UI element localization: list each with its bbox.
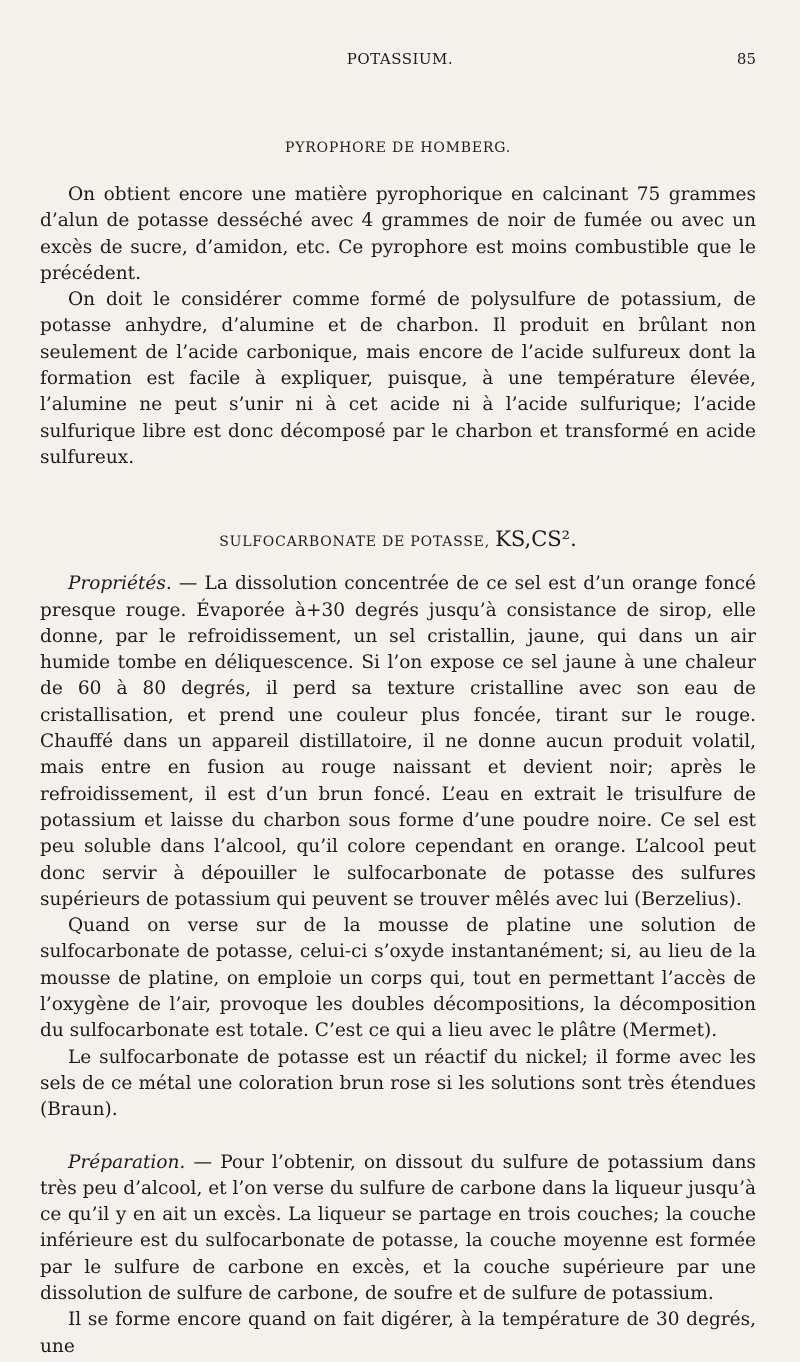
paragraph-text: — Pour l’obtenir, on dissout du sulfure de potassium dans très peu d’alcool, et l’on verse du sulfure de carbone dans la liqueur jusqu’à ce qu’il y en ait un excès. La liqueur se partage en trois couches; la couche inférieure est du sulfocarbonate de potasse, la couche moyenne est formée par le sulfure de carbone en excès, et la couche supérieure par une dissolution de sulfure de carbone, de soufre et de sulfure de potassium.: [40, 1151, 756, 1304]
page-number: 85: [736, 50, 756, 68]
paragraph-preparation: [40, 1150, 756, 1308]
page-header: [0, 50, 800, 74]
paragraph-proprietes: [40, 571, 756, 913]
lead-preparation: Préparation.: [68, 1151, 186, 1173]
section-title-sulfocarbonate: [40, 527, 756, 551]
running-title: POTASSIUM.: [346, 50, 454, 68]
page-body: [40, 140, 756, 1360]
paragraph: On doit le considérer comme formé de polysulfure de potassium, de potasse anhydre, d’alumine et de charbon. Il produit en brûlant non seulement de l’acide carbonique, mais encore de l’acide sulfureux dont la formation est facile à expliquer, puisque, à une température élevée, l’alumine ne peut s’unir ni à cet acide ni à l’acide sulfurique; l’acide sulfurique libre est donc décomposé par le charbon et transformé en acide sulfureux.: [40, 289, 756, 468]
section-title-text: SULFOCARBONATE DE POTASSE,: [219, 534, 490, 551]
chemical-formula: KS,CS².: [495, 527, 577, 552]
paragraph: On obtient encore une matière pyrophorique en calcinant 75 grammes d’alun de potasse desséché avec 4 grammes de noir de fumée ou avec un excès de sucre, d’amidon, etc. Ce pyrophore est moins combustible que le précédent.: [40, 184, 756, 284]
paragraph-text: — La dissolution concentrée de ce sel est d’un orange foncé presque rouge. Évaporée à+30 degrés jusqu’à consistance de sirop, elle donne, par le refroidissement, un sel cristallin, jaune, qui dans un air humide tombe en déliquescence. Si l’on expose ce sel jaune à une chaleur de 60 à 80 degrés, il perd sa texture cristalline avec son eau de cristallisation, et prend une couleur plus foncée, tirant sur le rouge. Chauffé dans un appareil distillatoire, il ne donne aucun produit volatil, mais entre en fusion au rouge naissant et devient noir; après le refroidissement, il est d’un brun foncé. L’eau en extrait le trisulfure de potassium et laisse du charbon sous forme d’une poudre noire. Ce sel est peu soluble dans l’alcool, qu’il colore cependant en orange. L’alcool peut donc servir à dépouiller le sulfocarbonate de potasse des sulfures supérieurs de potassium qui peuvent se trouver mêlés avec lui (Berzelius).: [40, 573, 756, 910]
lead-proprietes: Propriétés.: [68, 573, 172, 595]
paragraph: Il se forme encore quand on fait digérer, à la température de 30 degrés, une: [40, 1309, 756, 1357]
paragraph: Quand on verse sur de la mousse de platine une solution de sulfocarbonate de potasse, celui-ci s’oxyde instantanément; si, au lieu de la mousse de platine, on emploie un corps qui, tout en permettant l’accès de l’oxygène de l’air, provoque les doubles décompositions, la décomposition du sulfocarbonate est totale. C’est ce qui a lieu avec le plâtre (Mermet).: [40, 915, 756, 1042]
paragraph: Le sulfocarbonate de potasse est un réactif du nickel; il forme avec les sels de ce métal une coloration brun rose si les solutions sont très étendues (Braun).: [40, 1046, 756, 1121]
section-title-pyrophore: PYROPHORE DE HOMBERG.: [285, 140, 511, 156]
